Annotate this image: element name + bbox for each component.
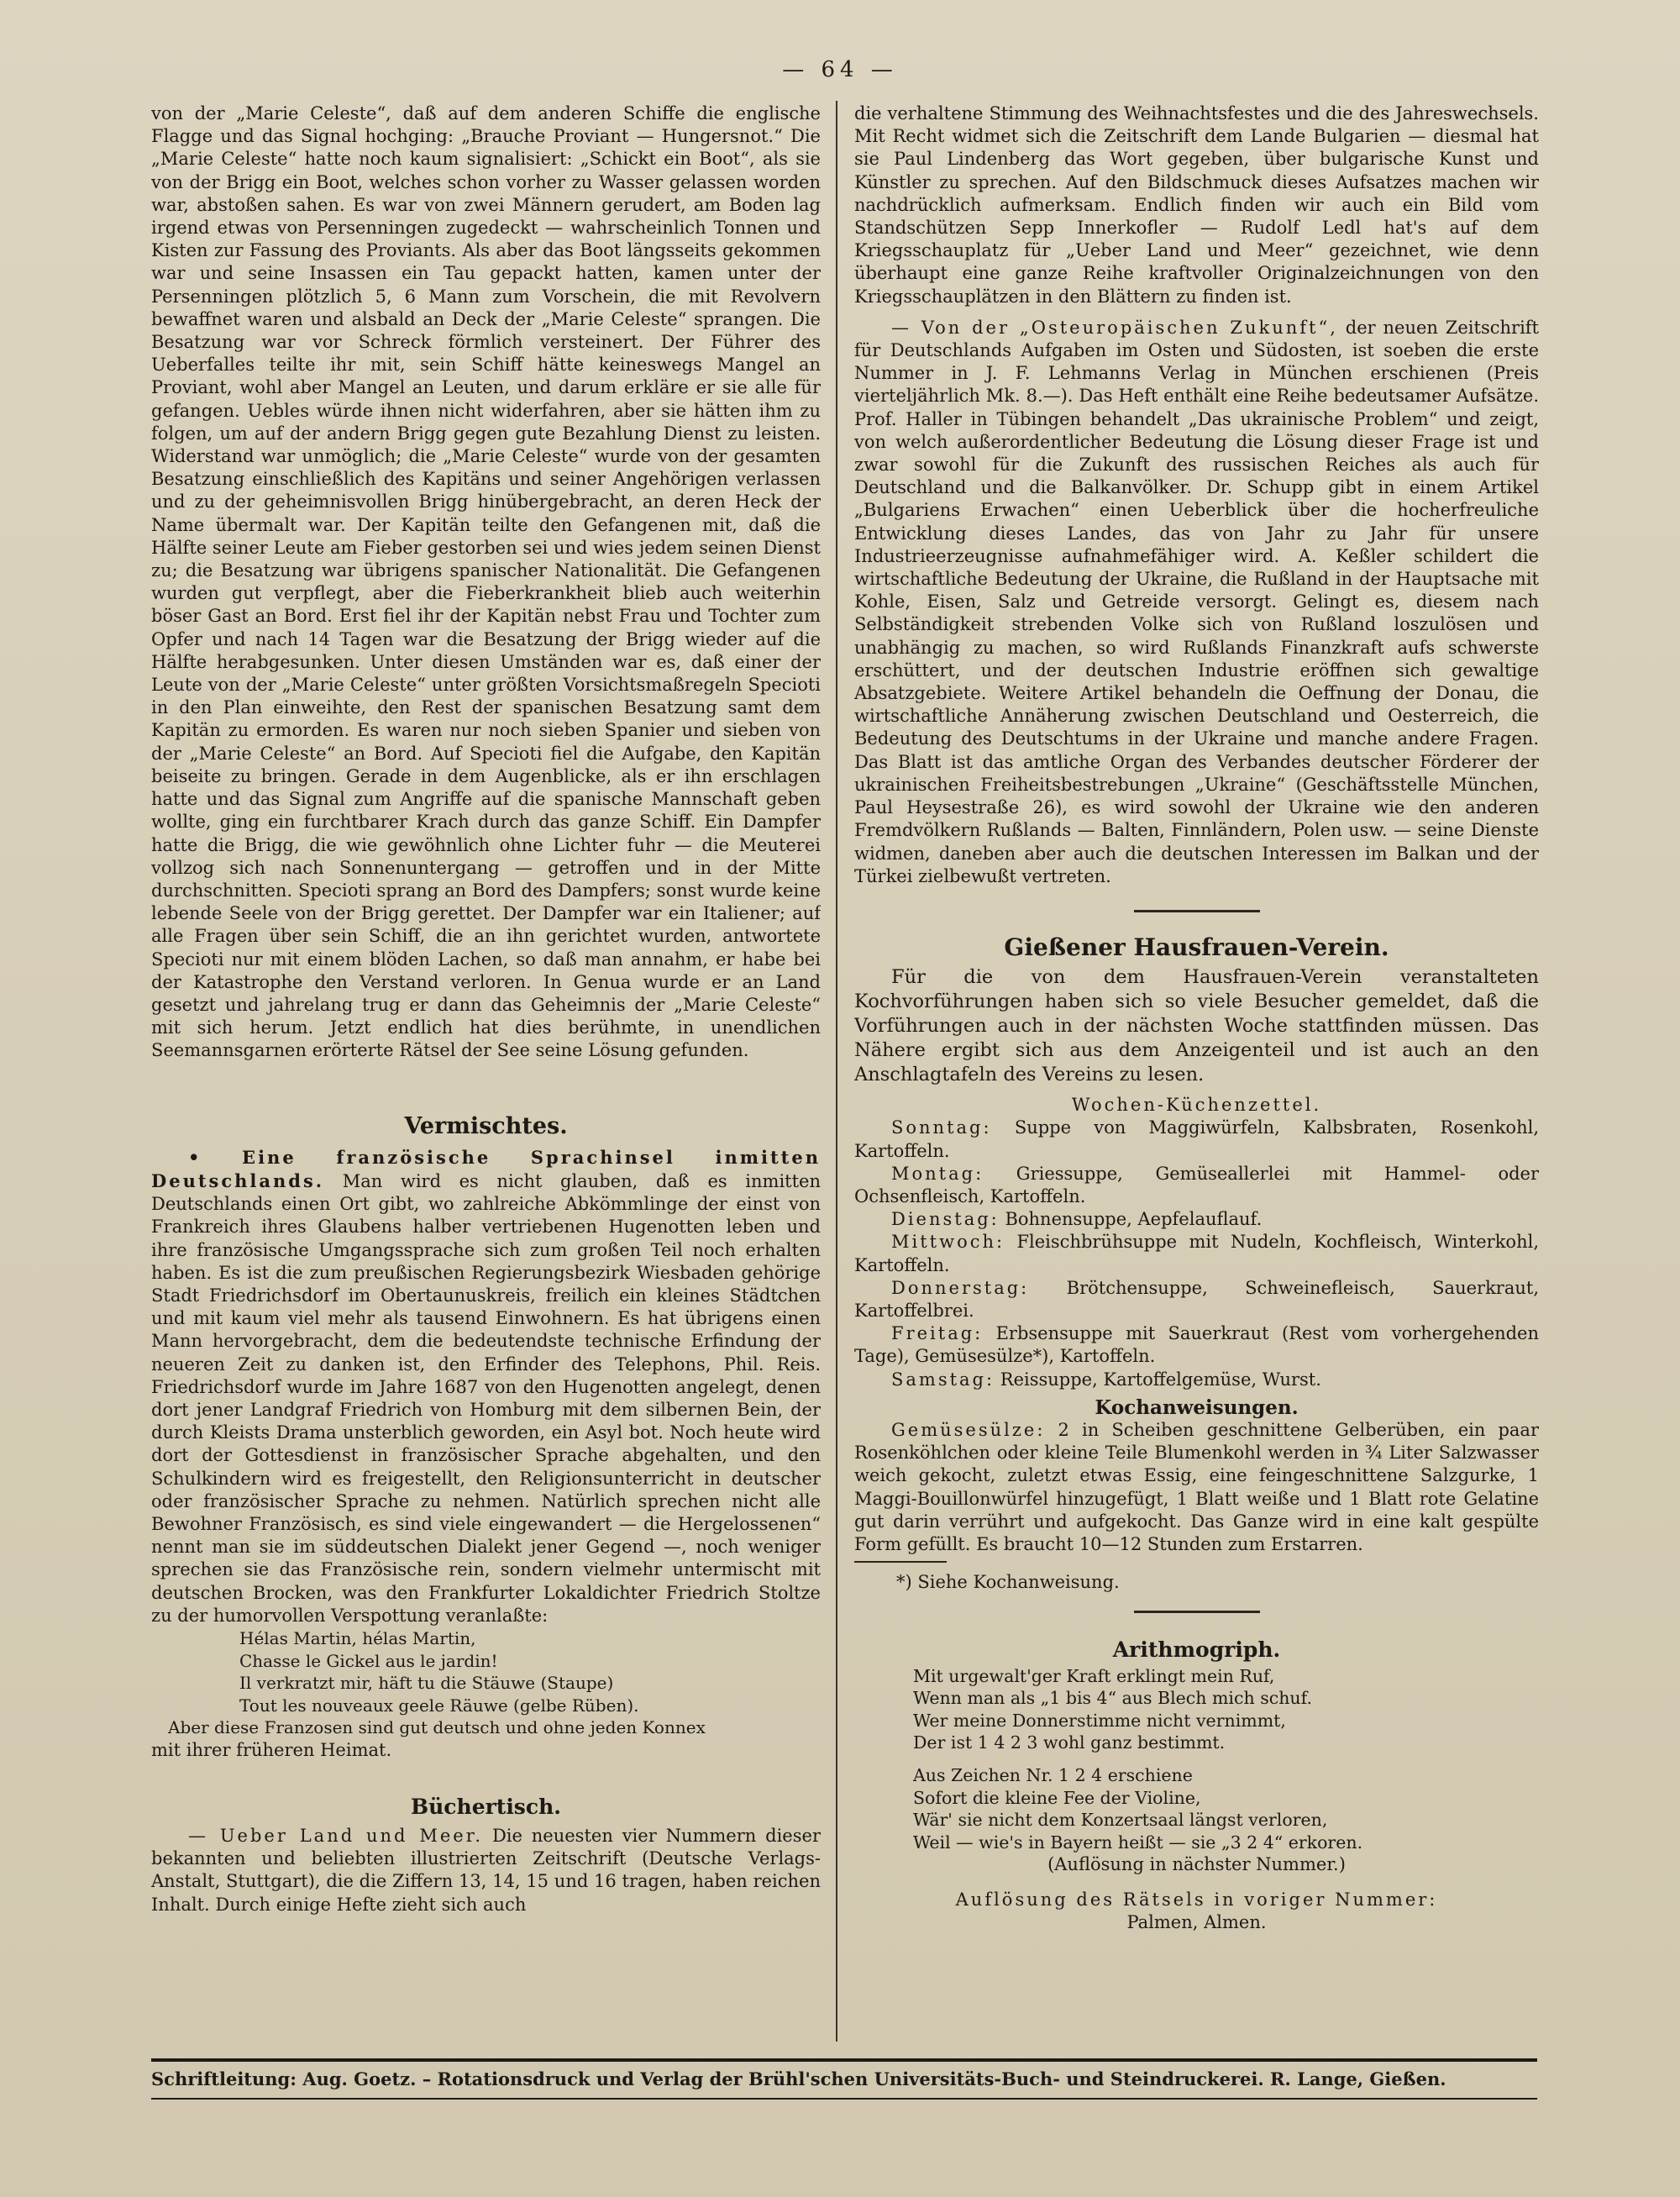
menu-day-label: Donnerstag: — [891, 1277, 1030, 1298]
osteuropa-body: der neuen Zeitschrift für Deutschlands Aufgaben im Osten und Südosten, ist soeben die erste Nummer in J. F. Lehmanns Verlag in München erschienen (Preis vierteljährlich Mk. 8.—). Das Heft enthält eine Reihe bedeutsamer Aufsätze. Prof. Haller in Tübingen behandelt „Das ukrainische Problem“ und zeigt, von welch außerordentlicher Bedeutung die Lösung dieser Frage ist und zwar sowohl für die Zukunft des russischen Reiches als auch für Deutschland und die Balkanvölker. Dr. Schupp gibt in einem Artikel „Bulgariens Erwachen“ einen Ueberblick über die hocherfreuliche Entwicklung dieses Landes, das von Jahr zu Jahr für unsere Industrieerzeugnisse aufnahmefähiger wird. A. Keßler schildert die wirtschaftliche Bedeutung der Ukraine, die Rußland in der Hauptsache mit Kohle, Eisen, Salz und Getreide versorgt. Gelingt es, diesem nach Selbständigkeit strebenden Volke sich von Rußland loszulösen und unabhängig zu machen, so wird Rußlands Finanzkraft aufs schwerste erschüttert, und der deutschen Industrie eröffnen sich gewaltige Absatzgebiete. Weitere Artikel behandeln die Oeffnung der Donau, die wirtschaftliche Annäherung zwischen Deutschland und Oesterreich, die Bedeutung des Deutschtums in der Ukraine und manche andere Fragen. Das Blatt ist das amtliche Organ des Verbandes deutscher Förderer der ukrainischen Freiheitsbestrebungen „Ukraine“ (Geschäftsstelle München, Paul Heysestraße 26), es wird sowohl der Ukraine wie den anderen Fremdvölkern Rußlands — Balten, Finnländern, Polen usw. — seine Dienste widmen, daneben aber auch die deutschen Interessen im Balkan und der Türkei zielbewußt vertreten. — [854, 317, 1539, 886]
buechertisch-lead: — Ueber Land und Meer. — [188, 1825, 484, 1846]
recipe-body: 2 in Scheiben geschnittene Gelberüben, ein paar Rosenköhlchen oder kleine Teile Blumenkohl werden in ¾ Liter Salzwasser weich gekocht, zuletzt etwas Essig, eine feingeschnittene Salzgurke, 1 Maggi-Bouillonwürfel hinzugefügt, 1 Blatt weiße und 1 Blatt rote Gelatine gut darin verrührt und aufgekocht. Das Ganze wird in eine kalt gespülte Form gefüllt. Es braucht 10—12 Stunden zum Erstarren. — [854, 1419, 1539, 1554]
footer-rule — [151, 2058, 1537, 2062]
recipe-heading: Kochanweisungen. — [1095, 1395, 1299, 1419]
menu-day — [854, 1369, 1539, 1391]
riddle-line: Sofort die kleine Fee der Violine, — [913, 1787, 1201, 1808]
column-divider — [836, 101, 837, 2042]
buechertisch-article — [151, 1825, 821, 1916]
menu-title: Wochen-Küchenzettel. — [1071, 1095, 1322, 1116]
menu-day-text: Reissuppe, Kartoffelgemüse, Wurst. — [1000, 1369, 1321, 1390]
poem-line: Hélas Martin, hélas Martin, — [239, 1628, 476, 1648]
osteuropa-lead: — Von der „Osteuropäischen Zukunft“, — [891, 317, 1338, 338]
menu-day — [854, 1117, 1539, 1162]
menu-day-text: Fleischbrühsuppe mit Nudeln, Kochfleisch, Winterkohl, Kartoffeln. — [854, 1232, 1539, 1275]
vermischtes-lead: • Eine französische Sprachinsel inmitten Deutschlands. — [151, 1146, 821, 1191]
riddle-line: Aus Zeichen Nr. 1 2 4 erschiene — [913, 1764, 1193, 1785]
osteuropa-article — [854, 317, 1539, 888]
menu-day-label: Samstag: — [891, 1369, 995, 1390]
menu-day-label: Freitag: — [891, 1323, 984, 1344]
riddle-heading: Arithmogriph. — [1112, 1637, 1281, 1663]
riddle-line: Der ist 1 4 2 3 wohl ganz bestimmt. — [913, 1732, 1226, 1753]
menu-day-label: Dienstag: — [891, 1209, 1000, 1230]
poem-line: Tout les nouveaux geele Räuwe (gelbe Rüben). — [239, 1695, 639, 1716]
menu-day-text: Bohnensuppe, Aepfelauflauf. — [1005, 1209, 1263, 1230]
buechertisch-heading: Büchertisch. — [410, 1794, 561, 1819]
vermischtes-body: Man wird es nicht glauben, daß es inmitten Deutschlands einen Ort gibt, wo zahlreiche Abkömmlinge der einst von Frankreich ihres Glaubens halber vertriebenen Hugenotten leben und ihre französische Umgangssprache sich zum großen Teil noch erhalten haben. Es ist die zum preußischen Regierungsbezirk Wiesbaden gehörige Stadt Friedrichsdorf im Obertaunuskreis, freilich ein kleines Städtchen und mit kaum viel mehr als tausend Einwohnern. Es hat übrigens einen Mann hervorgebracht, dem die bedeutendste technische Erfindung der neueren Zeit zu danken ist, den Erfinder des Telephons, Phil. Reis. Friedrichsdorf wurde im Jahre 1687 von den Hugenotten angelegt, denen dort jener Landgraf Friedrich von Homburg mit dem silbernen Bein, der durch Kleists Drama unsterblich geworden, ein Asyl bot. Noch heute wird dort der Gottesdienst in französischer Sprache abgehalten, und den Schulkindern wird es freigestellt, den Religionsunterricht in deutscher oder französischer Sprache zu nehmen. Natürlich sprechen nicht alle Bewohner Französisch, es sind viele eingewandert — die Hergelossenen“ nennt man sie im süddeutschen Dialekt jener Gegend —, noch weniger sprechen sie das Französische rein, sondern vielmehr untermischt mit deutschen Brocken, was den Frankfurter Lokaldichter Friedrich Stoltze zu der humorvollen Verspottung veranlaßte: — [151, 1170, 821, 1626]
footnote-divider — [854, 1561, 947, 1563]
previous-solution-answer: Palmen, Almen. — [1126, 1911, 1267, 1932]
hausfrauen-heading: Gießener Hausfrauen-Verein. — [1004, 933, 1389, 961]
menu-day-text: Griessuppe, Gemüseallerlei mit Hammel- oder Ochsenfleisch, Kartoffeln. — [854, 1163, 1539, 1206]
imprint: Schriftleitung: Aug. Goetz. – Rotationsdruck und Verlag der Brühl'schen Universitäts-Buch- und Steindruckerei. R. Lange, Gießen. — [151, 2068, 1446, 2089]
riddle-line: Mit urgewalt'ger Kraft erklingt mein Ruf, — [913, 1665, 1275, 1686]
menu-day — [854, 1163, 1539, 1208]
poem-line: Il verkratzt mir, häft tu die Stäuwe (Staupe) — [239, 1673, 614, 1693]
left-column — [151, 102, 821, 2026]
menu-day — [854, 1231, 1539, 1276]
hausfrauen-intro: Für die von dem Hausfrauen-Verein veranstalteten Kochvorführungen haben sich so viele Besucher gemeldet, daß die Vorführungen auch in der nächsten Woche stattfinden müssen. Das Nähere ergibt sich aus dem Anzeigenteil und ist auch an den Anschlagtafeln des Vereins zu lesen. — [854, 966, 1539, 1086]
menu-day — [854, 1322, 1539, 1368]
right-column — [854, 102, 1539, 2052]
recipe-lead: Gemüsesülze: — [891, 1419, 1046, 1440]
menu-day-text: Suppe von Maggiwürfeln, Kalbsbraten, Rosenkohl, Kartoffeln. — [854, 1117, 1539, 1161]
vermischtes-heading: Vermischtes. — [404, 1112, 568, 1139]
story-continuation: von der „Marie Celeste“, daß auf dem anderen Schiffe die englische Flagge und das Signal hochging: „Brauche Proviant — Hungersnot.“ Die „Marie Celeste“ hatte noch kaum signalisiert: „Schickt ein Boot“, als sie von der Brigg ein Boot, welches schon vorher zu Wasser gelassen worden war, abstoßen sahen. Es war von zwei Männern gerudert, am Boden lag irgend etwas von Persenningen zugedeckt — wahrscheinlich Tonnen und Kisten zur Fassung des Proviants. Als aber das Boot längsseits gekommen war und seine Insassen ein Tau gepackt hatten, kamen unter der Persenningen plötzlich 5, 6 Mann zum Vorschein, die mit Revolvern bewaffnet waren und alsbald an Deck der „Marie Celeste“ sprangen. Die Besatzung war vor Schreck förmlich versteinert. Der Führer des Ueberfalles teilte ihr mit, sein Schiff hätte keineswegs Mangel an Proviant, wohl aber Mangel an Leuten, und darum erkläre er sie alle für gefangen. Uebles würde ihnen nicht widerfahren, aber sie hätten ihm zu folgen, um auf der andern Brigg gegen gute Bezahlung Dienst zu leisten. Widerstand war unmöglich; die „Marie Celeste“ wurde von der gesamten Besatzung einschließlich des Kapitäns und seiner Angehörigen verlassen und zu der geheimnisvollen Brigg hinübergebracht, an deren Heck der Name übermalt war. Der Kapitän teilte den Gefangenen mit, daß die Hälfte seiner Leute am Fieber gestorben sei und wies jedem seinen Dienst zu; die Besatzung war übrigens spanischer Nationalität. Die Gefangenen wurden gut verpflegt, aber die Fieberkrankheit blieb auch weiterhin böser Gast an Bord. Erst fiel ihr der Kapitän nebst Frau und Tochter zum Opfer und nach 14 Tagen war die Besatzung der Brigg wieder auf die Hälfte herabgesunken. Unter diesen Umständen war es, daß einer der Leute von der „Marie Celeste“ unter größten Vorsichtsmaßregeln Specioti in den Plan einweihte, den Rest der spanischen Besatzung samt dem Kapitän zu ermorden. Es waren nur noch sieben Spanier und sieben von der „Marie Celeste“ an Bord. Auf Specioti fiel die Aufgabe, den Kapitän beiseite zu bringen. Gerade in dem Augenblicke, als er ihn erschlagen hatte und das Signal zum Angriffe auf die spanische Mannschaft geben wollte, ging ein furchtbarer Krach durch das ganze Schiff. Ein Dampfer hatte die Brigg, die wie gewöhnlich ohne Lichter fuhr — die Meuterei vollzog sich nach Sonnenuntergang — getroffen und in der Mitte durchschnitten. Specioti sprang an Bord des Dampfers; sonst wurde keine lebende Seele von der Brigg gerettet. Der Dampfer war ein Italiener; auf alle Fragen über sein Schiff, die an ihn gerichtet wurden, antwortete Specioti nur mit einem blöden Lachen, so daß man annahm, er habe bei der Katastrophe den Verstand verloren. In Genua wurde er an Land gesetzt und jahrelang trug er dann das Geheimnis der „Marie Celeste“ mit sich herum. Jetzt endlich hat dies berühmte, in unendlichen Seemannsgarnen erörterte Rätsel der See seine Lösung gefunden. — [151, 103, 821, 1061]
riddle-line: Wenn man als „1 bis 4“ aus Blech mich schuf. — [913, 1688, 1312, 1709]
buechertisch-continuation: die verhaltene Stimmung des Weihnachtsfestes und die des Jahreswechsels. Mit Recht widmet sich die Zeitschrift dem Lande Bulgarien — diesmal hat sie Paul Lindenberg das Wort gegeben, über bulgarische Kunst und Künstler zu sprechen. Auf den Bildschmuck dieses Aufsatzes machen wir nachdrücklich aufmerksam. Endlich finden wir auch ein Bild vom Standschützen Sepp Innerkofler — Rudolf Ledl hat's auf dem Kriegsschauplatz für „Ueber Land und Meer“ gezeichnet, wie denn überhaupt eine ganze Reihe kraftvoller Originalzeichnungen von den Kriegsschauplätzen in den Blättern zu finden ist. — [854, 103, 1539, 307]
footnote: *) Siehe Kochanweisung. — [896, 1572, 1120, 1593]
riddle-line: Wär' sie nicht dem Konzertsaal längst verloren, — [913, 1810, 1328, 1831]
recipe — [854, 1419, 1539, 1556]
riddle-resolution-note: (Auflösung in nächster Nummer.) — [1047, 1854, 1346, 1875]
poem-line: Aber diese Franzosen sind gut deutsch und ohne jeden Konnex — [168, 1717, 706, 1737]
previous-solution-label: Auflösung des Rätsels in voriger Nummer: — [955, 1889, 1438, 1910]
vermischtes-article — [151, 1146, 821, 1627]
stoltze-poem — [151, 1627, 821, 1739]
menu-day-text: Erbsensuppe mit Sauerkraut (Rest vom vorhergehenden Tage), Gemüsesülze*), Kartoffeln. — [854, 1323, 1539, 1367]
vermischtes-closing: mit ihrer früheren Heimat. — [151, 1739, 392, 1760]
menu-day-text: Brötchensuppe, Schweinefleisch, Sauerkraut, Kartoffelbrei. — [854, 1277, 1539, 1321]
riddle-verse — [854, 1665, 1539, 1854]
riddle-line: Weil — wie's in Bayern heißt — sie „3 2 4“ erkoren. — [913, 1832, 1363, 1853]
poem-line: Chasse le Gickel aus le jardin! — [239, 1650, 498, 1671]
menu-day — [854, 1208, 1539, 1231]
menu-day-label: Mittwoch: — [891, 1232, 1005, 1253]
menu-day-label: Sonntag: — [891, 1117, 992, 1138]
riddle-line: Wer meine Donnerstimme nicht vernimmt, — [913, 1710, 1286, 1731]
menu-day — [854, 1277, 1539, 1322]
menu-day-label: Montag: — [891, 1163, 984, 1184]
buechertisch-body: Die neuesten vier Nummern dieser bekannten und beliebten illustrierten Zeitschrift (Deutsche Verlags-Anstalt, Stuttgart), die die Ziffern 13, 14, 15 und 16 tragen, haben reichen Inhalt. Durch einige Hefte zieht sich auch — [151, 1825, 821, 1915]
page-number: — 64 — — [782, 57, 898, 82]
footer-rule — [151, 2098, 1537, 2100]
